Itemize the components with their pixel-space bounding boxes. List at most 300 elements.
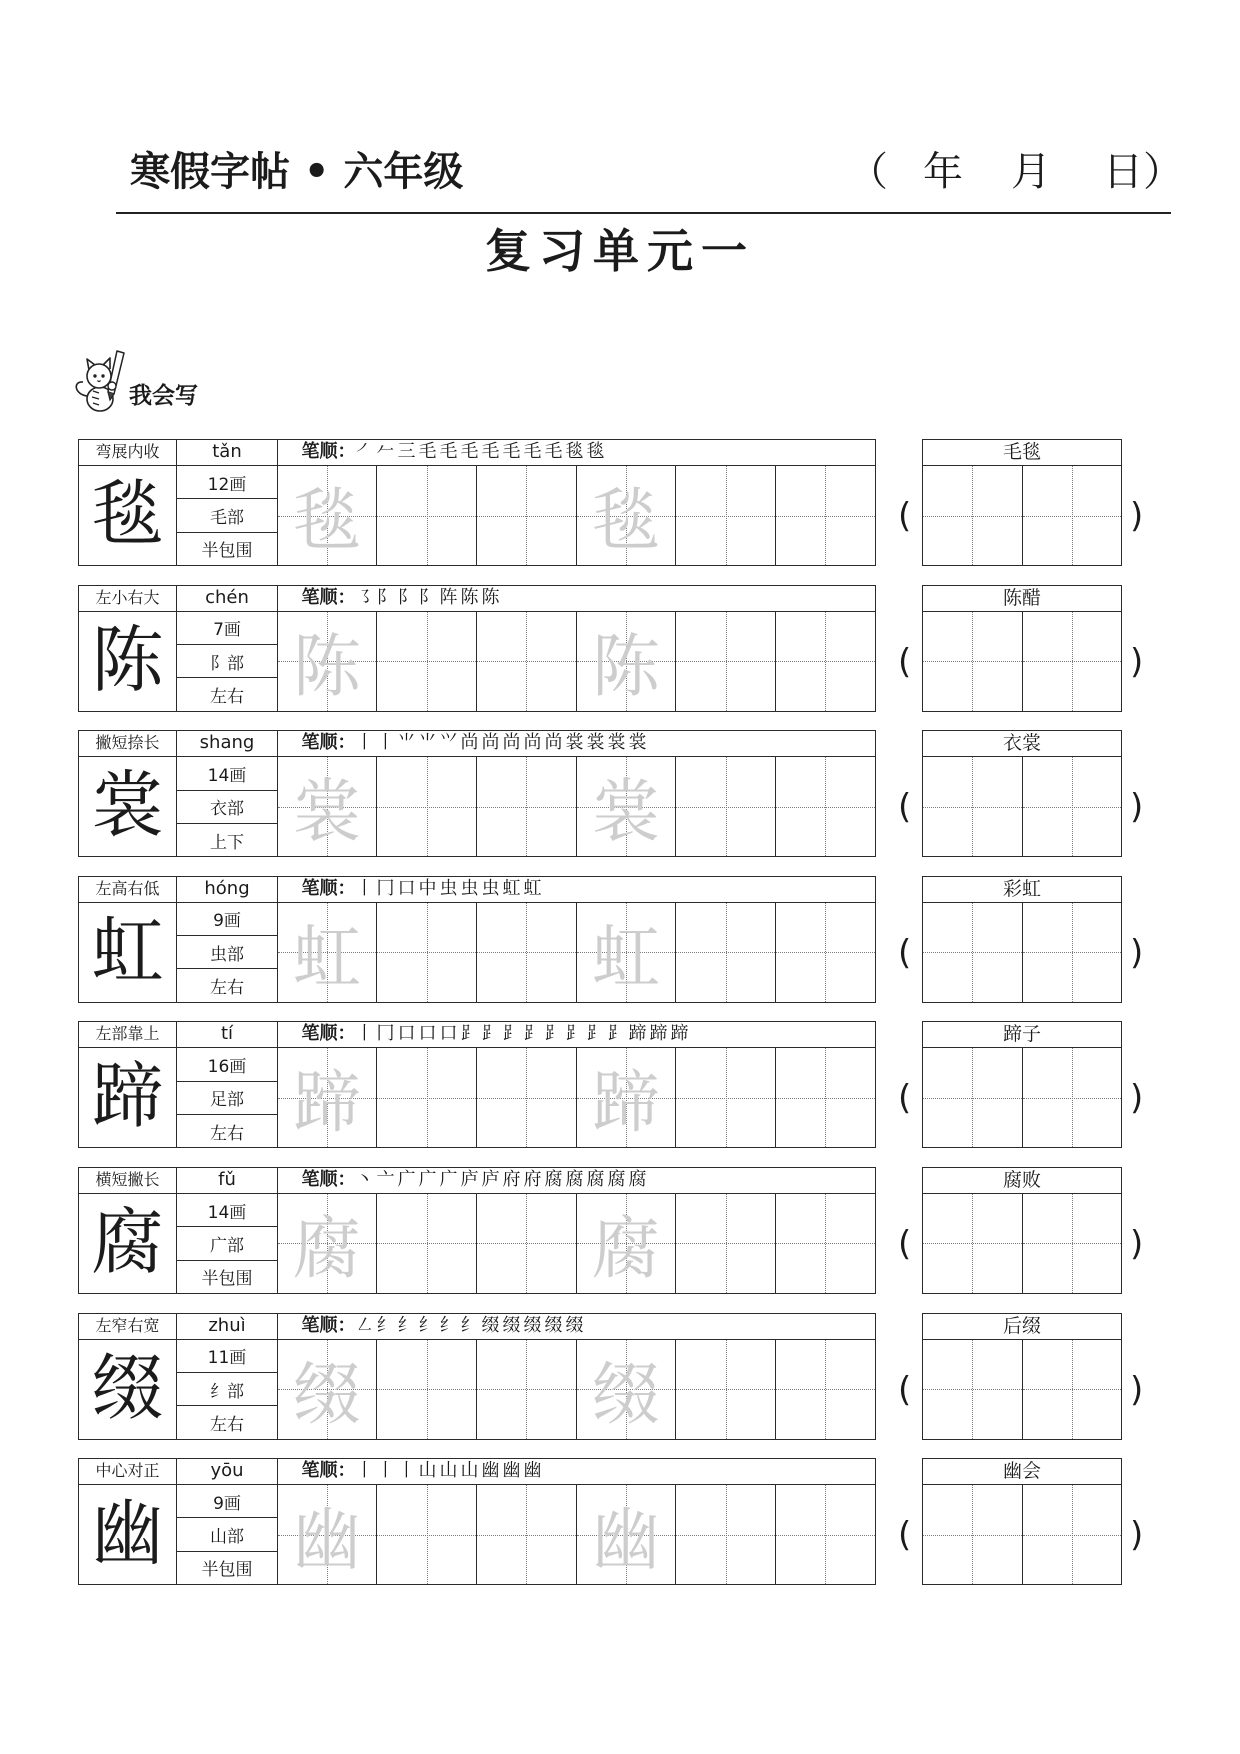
word-practice-cell bbox=[1023, 612, 1122, 711]
stroke-count: 9画 bbox=[177, 903, 277, 936]
model-character: 幽 bbox=[79, 1485, 177, 1584]
word-practice-cell bbox=[923, 1340, 1023, 1439]
stroke-step: 山 bbox=[460, 1460, 479, 1482]
trace-character bbox=[676, 903, 775, 1002]
word-paren-close: ) bbox=[1130, 496, 1144, 536]
stroke-step: 幽 bbox=[481, 1460, 500, 1482]
practice-block bbox=[277, 1313, 876, 1440]
stroke-step: 山 bbox=[439, 1460, 458, 1482]
stroke-order-header bbox=[278, 1168, 875, 1194]
char-facts bbox=[177, 757, 277, 856]
stroke-step: 庐 bbox=[460, 1168, 479, 1190]
word-box bbox=[922, 585, 1122, 712]
stroke-step: 丨 bbox=[355, 1023, 374, 1045]
practice-cell bbox=[776, 612, 875, 711]
trace-character bbox=[377, 612, 476, 711]
char-facts bbox=[177, 1048, 277, 1147]
practice-cell bbox=[278, 1485, 378, 1584]
practice-cell bbox=[776, 1340, 875, 1439]
stroke-step: 缀 bbox=[502, 1314, 521, 1336]
radical: 虫部 bbox=[177, 936, 277, 969]
stroke-step: 毛 bbox=[502, 441, 521, 462]
practice-cell bbox=[776, 903, 875, 1002]
char-info-block bbox=[78, 730, 278, 857]
stroke-step: 三 bbox=[397, 441, 416, 462]
pinyin: tǎn bbox=[177, 440, 277, 466]
stroke-step: 虹 bbox=[523, 877, 542, 899]
writing-tip: 左窄右宽 bbox=[79, 1314, 177, 1340]
practice-word: 幽会 bbox=[923, 1459, 1121, 1485]
structure-type: 左右 bbox=[210, 686, 244, 707]
stroke-step: 陈 bbox=[460, 586, 479, 608]
stroke-step: 幽 bbox=[502, 1460, 521, 1482]
char-practice-row bbox=[0, 585, 1240, 712]
practice-block bbox=[277, 876, 876, 1003]
trace-character bbox=[776, 612, 875, 711]
word-paren-open: ( bbox=[898, 496, 912, 536]
word-practice-grid bbox=[923, 757, 1121, 856]
writing-tip: 横短撇长 bbox=[79, 1168, 177, 1194]
radical: 纟部 bbox=[177, 1373, 277, 1406]
char-info-block bbox=[78, 1021, 278, 1148]
practice-block bbox=[277, 1458, 876, 1585]
char-practice-row bbox=[0, 1458, 1240, 1585]
word-paren-close: ) bbox=[1130, 932, 1144, 973]
model-character: 陈 bbox=[79, 612, 177, 711]
word-practice-grid bbox=[923, 1340, 1121, 1439]
trace-character bbox=[477, 1340, 576, 1439]
header-divider bbox=[116, 212, 1171, 214]
date-day-label: 日 bbox=[1103, 149, 1143, 195]
word-practice-cell bbox=[923, 1194, 1023, 1293]
stroke-step: 毯 bbox=[586, 441, 605, 462]
practice-cell bbox=[377, 757, 477, 856]
stroke-step: 亠 bbox=[376, 1168, 395, 1190]
stroke-step: 庐 bbox=[481, 1168, 500, 1190]
char-info-block bbox=[78, 1167, 278, 1294]
practice-cell bbox=[676, 466, 776, 565]
trace-character bbox=[676, 466, 775, 565]
stroke-step: ⺍ bbox=[439, 732, 458, 754]
stroke-step: ⻊ bbox=[481, 1023, 500, 1045]
practice-cell bbox=[477, 1048, 577, 1147]
stroke-order-header bbox=[278, 1314, 875, 1340]
stroke-order-label: 笔顺： bbox=[301, 586, 356, 608]
stroke-step: 腐 bbox=[565, 1168, 584, 1190]
practice-cell bbox=[676, 903, 776, 1002]
word-practice-grid bbox=[923, 1194, 1121, 1293]
pinyin: hóng bbox=[177, 877, 277, 903]
word-practice-cell bbox=[1023, 1485, 1122, 1584]
practice-cell bbox=[477, 1340, 577, 1439]
stroke-step: 腐 bbox=[628, 1168, 647, 1190]
stroke-step: 口 bbox=[397, 877, 416, 899]
word-box bbox=[922, 1021, 1122, 1148]
stroke-step: 幽 bbox=[523, 1460, 542, 1482]
stroke-count: 12画 bbox=[177, 466, 277, 499]
stroke-step: 府 bbox=[523, 1168, 542, 1190]
radical: 山部 bbox=[177, 1518, 277, 1551]
stroke-step: 阝 bbox=[418, 586, 437, 608]
trace-character: 虹 bbox=[292, 918, 361, 998]
stroke-step: 山 bbox=[418, 1460, 437, 1482]
practice-cell bbox=[577, 1340, 677, 1439]
radical: 广部 bbox=[177, 1227, 277, 1260]
trace-character bbox=[377, 1194, 476, 1293]
pinyin: chén bbox=[177, 586, 277, 612]
practice-grid bbox=[278, 1485, 875, 1584]
char-practice-row bbox=[0, 1167, 1240, 1294]
stroke-step: 毛 bbox=[418, 441, 437, 462]
stroke-step: 口 bbox=[439, 1023, 458, 1045]
practice-cell bbox=[577, 466, 677, 565]
practice-cell bbox=[377, 1340, 477, 1439]
practice-block bbox=[277, 730, 876, 857]
stroke-order-label: 笔顺： bbox=[301, 1314, 356, 1336]
practice-block bbox=[277, 439, 876, 566]
stroke-order-header bbox=[278, 440, 875, 466]
trace-character: 毯 bbox=[591, 482, 660, 561]
practice-block bbox=[277, 1021, 876, 1148]
writing-tip: 左高右低 bbox=[79, 877, 177, 903]
trace-character bbox=[477, 757, 576, 856]
stroke-step: 阵 bbox=[439, 586, 458, 608]
model-character: 蹄 bbox=[79, 1048, 177, 1147]
stroke-step: 蹄 bbox=[670, 1023, 689, 1045]
structure-type: 左右 bbox=[210, 1414, 244, 1435]
stroke-step: ㇜ bbox=[355, 1314, 374, 1336]
practice-word: 蹄子 bbox=[923, 1022, 1121, 1048]
stroke-order-label: 笔顺： bbox=[301, 1168, 356, 1190]
char-practice-row bbox=[0, 1313, 1240, 1440]
practice-cell bbox=[676, 1194, 776, 1293]
char-practice-row bbox=[0, 1021, 1240, 1148]
practice-cell bbox=[377, 1048, 477, 1147]
stroke-count: 7画 bbox=[177, 612, 277, 645]
word-paren-close: ) bbox=[1130, 787, 1144, 828]
pinyin: shang bbox=[177, 731, 277, 757]
practice-cell bbox=[477, 466, 577, 565]
word-practice-grid bbox=[923, 903, 1121, 1002]
stroke-step: ⺌ bbox=[397, 732, 416, 754]
stroke-order-header bbox=[278, 1022, 875, 1048]
practice-cell bbox=[776, 1485, 875, 1584]
practice-cell bbox=[676, 1485, 776, 1584]
stroke-step: 缀 bbox=[544, 1314, 563, 1336]
stroke-step: 冂 bbox=[376, 1023, 395, 1045]
char-facts bbox=[177, 1194, 277, 1293]
stroke-step: 纟 bbox=[376, 1314, 395, 1336]
trace-character bbox=[776, 1048, 875, 1147]
date-year-label: 年 bbox=[923, 149, 963, 195]
practice-cell bbox=[577, 1485, 677, 1584]
pinyin: fǔ bbox=[177, 1168, 277, 1194]
word-practice-cell bbox=[923, 1485, 1023, 1584]
word-paren-open: ( bbox=[898, 932, 912, 973]
practice-cell bbox=[278, 1340, 378, 1439]
practice-cell bbox=[377, 466, 477, 565]
trace-character: 缀 bbox=[292, 1355, 361, 1435]
stroke-step: 纟 bbox=[418, 1314, 437, 1336]
stroke-step: 丨 bbox=[355, 732, 374, 754]
trace-character bbox=[776, 1340, 875, 1439]
date-month-label: 月 bbox=[1011, 149, 1051, 195]
stroke-count: 14画 bbox=[177, 757, 277, 790]
stroke-step: 丨 bbox=[397, 1460, 416, 1482]
date-close-paren: ） bbox=[1143, 149, 1183, 195]
word-paren-open: ( bbox=[898, 787, 912, 828]
section-title: 我会写 bbox=[129, 382, 198, 409]
char-practice-row bbox=[0, 730, 1240, 857]
trace-character bbox=[377, 466, 476, 565]
stroke-step: 虹 bbox=[502, 877, 521, 899]
practice-cell bbox=[377, 903, 477, 1002]
trace-character: 幽 bbox=[292, 1501, 361, 1581]
word-box bbox=[922, 730, 1122, 857]
trace-character bbox=[776, 757, 875, 856]
practice-word: 衣裳 bbox=[923, 731, 1121, 757]
word-paren-close: ) bbox=[1130, 641, 1144, 682]
booklet-title: 寒假字帖 • 六年级 bbox=[130, 148, 464, 195]
trace-character bbox=[676, 1340, 775, 1439]
model-character: 毯 bbox=[79, 466, 177, 565]
stroke-step: 丨 bbox=[376, 732, 395, 754]
word-practice-grid bbox=[923, 466, 1121, 565]
practice-cell bbox=[477, 1485, 577, 1584]
practice-cell bbox=[278, 757, 378, 856]
practice-cell bbox=[776, 1048, 875, 1147]
practice-grid bbox=[278, 466, 875, 565]
stroke-step: 裳 bbox=[628, 732, 647, 754]
writing-tip: 左部靠上 bbox=[79, 1022, 177, 1048]
trace-character: 裳 bbox=[591, 773, 660, 853]
char-facts bbox=[177, 466, 277, 565]
trace-character: 陈 bbox=[292, 627, 361, 707]
trace-character bbox=[776, 1194, 875, 1293]
practice-grid bbox=[278, 612, 875, 711]
stroke-step: ⻊ bbox=[523, 1023, 542, 1045]
stroke-order-label: 笔顺： bbox=[301, 732, 356, 754]
char-facts bbox=[177, 1340, 277, 1439]
stroke-step: 蹄 bbox=[649, 1023, 668, 1045]
stroke-step: 尚 bbox=[502, 732, 521, 754]
trace-character bbox=[377, 1485, 476, 1584]
word-practice-cell bbox=[1023, 903, 1122, 1002]
trace-character bbox=[676, 757, 775, 856]
word-paren-close: ) bbox=[1130, 1223, 1144, 1264]
practice-grid bbox=[278, 1194, 875, 1293]
stroke-step: 中 bbox=[418, 877, 437, 899]
stroke-step: 阝 bbox=[397, 586, 416, 608]
stroke-step: ㇌ bbox=[355, 586, 374, 608]
practice-word: 彩虹 bbox=[923, 877, 1121, 903]
word-paren-open: ( bbox=[898, 1223, 912, 1264]
char-facts bbox=[177, 1485, 277, 1584]
stroke-step: 丨 bbox=[376, 1460, 395, 1482]
practice-cell bbox=[577, 1194, 677, 1293]
practice-word: 毛毯 bbox=[923, 440, 1121, 466]
practice-cell bbox=[278, 903, 378, 1002]
unit-title: 复习单元一 bbox=[485, 224, 755, 278]
practice-cell bbox=[477, 903, 577, 1002]
stroke-order-sequence bbox=[356, 587, 503, 608]
radical: 足部 bbox=[177, 1082, 277, 1115]
date-open-paren: （ bbox=[848, 149, 888, 195]
word-practice-grid bbox=[923, 612, 1121, 711]
stroke-step: 尚 bbox=[481, 732, 500, 754]
stroke-step: 虫 bbox=[460, 877, 479, 899]
stroke-step: 尚 bbox=[544, 732, 563, 754]
stroke-step: 毛 bbox=[460, 441, 479, 462]
char-info-block bbox=[78, 876, 278, 1003]
word-practice-cell bbox=[923, 466, 1023, 565]
practice-cell bbox=[377, 1485, 477, 1584]
stroke-order-header bbox=[278, 731, 875, 757]
stroke-step: 纟 bbox=[460, 1314, 479, 1336]
char-info-block bbox=[78, 1313, 278, 1440]
word-practice-cell bbox=[1023, 1340, 1122, 1439]
stroke-step: 冂 bbox=[376, 877, 395, 899]
char-info-block bbox=[78, 585, 278, 712]
writing-tip: 左小右大 bbox=[79, 586, 177, 612]
practice-cell bbox=[577, 1048, 677, 1147]
word-paren-open: ( bbox=[898, 1078, 912, 1119]
stroke-step: 纟 bbox=[397, 1314, 416, 1336]
stroke-order-header bbox=[278, 1459, 875, 1485]
radical: 衣部 bbox=[177, 791, 277, 824]
model-character: 裳 bbox=[79, 757, 177, 856]
stroke-step: ⻊ bbox=[502, 1023, 521, 1045]
stroke-step: 纟 bbox=[439, 1314, 458, 1336]
stroke-step: 毛 bbox=[439, 441, 458, 462]
char-info-block bbox=[78, 439, 278, 566]
word-paren-open: ( bbox=[898, 1515, 912, 1556]
practice-grid bbox=[278, 1048, 875, 1147]
trace-character bbox=[477, 466, 576, 565]
practice-block bbox=[277, 585, 876, 712]
practice-cell bbox=[676, 757, 776, 856]
word-box bbox=[922, 1458, 1122, 1585]
stroke-step: ⻊ bbox=[586, 1023, 605, 1045]
stroke-step: 腐 bbox=[544, 1168, 563, 1190]
stroke-step: 裳 bbox=[586, 732, 605, 754]
stroke-step: 丶 bbox=[355, 1168, 374, 1190]
word-box bbox=[922, 876, 1122, 1003]
stroke-count: 14画 bbox=[177, 1194, 277, 1227]
trace-character: 蹄 bbox=[591, 1064, 660, 1144]
word-practice-cell bbox=[1023, 1048, 1122, 1147]
stroke-order-label: 笔顺： bbox=[301, 877, 356, 899]
word-practice-cell bbox=[923, 612, 1023, 711]
trace-character bbox=[477, 1485, 576, 1584]
trace-character bbox=[477, 1194, 576, 1293]
stroke-step: 毛 bbox=[523, 441, 542, 462]
practice-cell bbox=[776, 1194, 875, 1293]
trace-character bbox=[477, 1048, 576, 1147]
stroke-step: 阝 bbox=[376, 586, 395, 608]
structure-type: 半包围 bbox=[201, 1560, 253, 1581]
structure-type: 左右 bbox=[210, 978, 244, 999]
stroke-step: 虫 bbox=[481, 877, 500, 899]
trace-character bbox=[477, 612, 576, 711]
stroke-step: 腐 bbox=[607, 1168, 626, 1190]
stroke-step: 裳 bbox=[565, 732, 584, 754]
stroke-step: 腐 bbox=[586, 1168, 605, 1190]
practice-cell bbox=[676, 1340, 776, 1439]
model-character: 缀 bbox=[79, 1340, 177, 1439]
word-practice-cell bbox=[923, 903, 1023, 1002]
practice-word: 陈醋 bbox=[923, 586, 1121, 612]
structure-type: 半包围 bbox=[201, 1269, 253, 1290]
practice-cell bbox=[377, 1194, 477, 1293]
stroke-step: ⻊ bbox=[565, 1023, 584, 1045]
stroke-step: 缀 bbox=[481, 1314, 500, 1336]
word-practice-cell bbox=[1023, 757, 1122, 856]
stroke-step: 裳 bbox=[607, 732, 626, 754]
trace-character bbox=[477, 903, 576, 1002]
stroke-step: ⻊ bbox=[607, 1023, 626, 1045]
structure-type: 半包围 bbox=[201, 541, 253, 562]
pinyin: zhuì bbox=[177, 1314, 277, 1340]
practice-cell bbox=[676, 1048, 776, 1147]
stroke-step: 缀 bbox=[565, 1314, 584, 1336]
stroke-step: 府 bbox=[502, 1168, 521, 1190]
stroke-order-sequence bbox=[356, 1460, 545, 1481]
char-facts bbox=[177, 903, 277, 1002]
stroke-step: 尚 bbox=[460, 732, 479, 754]
word-paren-open: ( bbox=[898, 1369, 912, 1410]
practice-cell bbox=[676, 612, 776, 711]
stroke-step: ⻊ bbox=[544, 1023, 563, 1045]
stroke-step: 毛 bbox=[544, 441, 563, 462]
trace-character bbox=[776, 466, 875, 565]
stroke-count: 16画 bbox=[177, 1048, 277, 1081]
stroke-step: ㇒ bbox=[355, 441, 374, 462]
stroke-step: 尚 bbox=[523, 732, 542, 754]
structure-type: 左右 bbox=[210, 1123, 244, 1144]
stroke-order-sequence bbox=[356, 1169, 650, 1190]
stroke-step: 虫 bbox=[439, 877, 458, 899]
trace-character bbox=[676, 612, 775, 711]
stroke-step: ⺌ bbox=[418, 732, 437, 754]
stroke-order-header bbox=[278, 586, 875, 612]
practice-cell bbox=[577, 612, 677, 711]
word-paren-close: ) bbox=[1130, 1369, 1144, 1410]
word-practice-cell bbox=[923, 757, 1023, 856]
char-info-block bbox=[78, 1458, 278, 1585]
trace-character: 幽 bbox=[591, 1501, 660, 1581]
practice-grid bbox=[278, 1340, 875, 1439]
practice-cell bbox=[278, 466, 378, 565]
trace-character: 缀 bbox=[591, 1355, 660, 1435]
stroke-count: 11画 bbox=[177, 1340, 277, 1373]
writing-tip: 弯展内收 bbox=[79, 440, 177, 466]
stroke-step: 丨 bbox=[355, 877, 374, 899]
stroke-step: 广 bbox=[418, 1168, 437, 1190]
word-practice-cell bbox=[1023, 1194, 1122, 1293]
word-practice-cell bbox=[923, 1048, 1023, 1147]
stroke-count: 9画 bbox=[177, 1485, 277, 1518]
practice-cell bbox=[278, 1048, 378, 1147]
trace-character: 裳 bbox=[292, 773, 361, 853]
char-practice-row bbox=[0, 439, 1240, 566]
practice-rows bbox=[0, 439, 1240, 1585]
stroke-step: 丨 bbox=[355, 1460, 374, 1482]
trace-character bbox=[776, 1485, 875, 1584]
radical: 阝部 bbox=[177, 645, 277, 678]
trace-character: 虹 bbox=[591, 918, 660, 998]
trace-character: 蹄 bbox=[292, 1064, 361, 1144]
